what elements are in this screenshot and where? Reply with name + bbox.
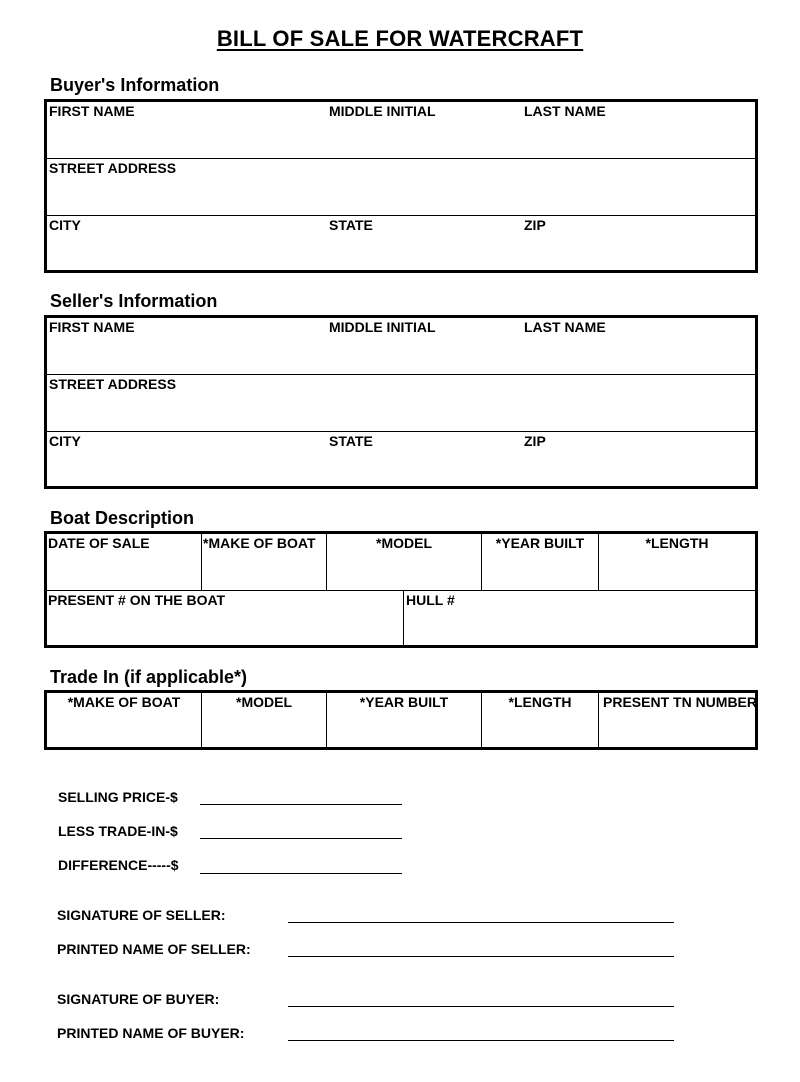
trade-in-year-built-field[interactable] [326, 693, 481, 747]
seller-street-row [47, 374, 755, 431]
seller-city-row [47, 431, 755, 488]
seller-name-row [47, 318, 755, 374]
trade-in-present-tn-label: PRESENT TN NUMBER [603, 694, 758, 710]
buyer-city-label: CITY [49, 217, 81, 233]
printed-name-seller-line[interactable] [288, 956, 674, 957]
signature-seller-label: SIGNATURE OF SELLER: [57, 907, 226, 923]
buyer-last-name-field[interactable] [522, 102, 755, 158]
trade-in-length-label: *LENGTH [508, 694, 572, 710]
difference-line[interactable] [200, 873, 402, 874]
seller-first-name-label: FIRST NAME [49, 319, 135, 335]
trade-in-model-label: *MODEL [236, 694, 292, 710]
seller-city-field[interactable] [47, 432, 327, 488]
trade-in-model-field[interactable] [201, 693, 326, 747]
buyer-info-box [44, 99, 758, 273]
buyer-first-name-label: FIRST NAME [49, 103, 135, 119]
seller-street-address-label: STREET ADDRESS [49, 376, 177, 392]
trade-in-make-label: *MAKE OF BOAT [67, 694, 181, 710]
seller-state-field[interactable] [327, 432, 522, 488]
buyer-street-address-field[interactable] [47, 159, 755, 215]
boat-year-built-field[interactable] [481, 534, 598, 590]
trade-in-box [44, 690, 758, 750]
trade-in-make-field[interactable] [47, 693, 201, 747]
boat-year-built-label: *YEAR BUILT [495, 535, 585, 551]
boat-section-heading: Boat Description [50, 508, 195, 528]
boat-length-label: *LENGTH [645, 535, 709, 551]
boat-description-box [44, 531, 758, 648]
boat-details-row [47, 534, 755, 590]
buyer-first-name-field[interactable] [47, 102, 327, 158]
date-of-sale-label: DATE OF SALE [48, 535, 150, 551]
buyer-section-heading: Buyer's Information [50, 75, 220, 95]
printed-name-buyer-label: PRINTED NAME OF BUYER: [57, 1025, 245, 1041]
signature-buyer-line[interactable] [288, 1006, 674, 1007]
buyer-zip-field[interactable] [522, 216, 755, 272]
seller-street-address-field[interactable] [47, 375, 755, 431]
trade-in-present-tn-field[interactable] [598, 693, 758, 747]
difference-label: DIFFERENCE-----$ [58, 857, 179, 873]
buyer-name-row [47, 102, 755, 158]
less-trade-in-label: LESS TRADE-IN-$ [58, 823, 178, 839]
seller-info-box [44, 315, 758, 489]
buyer-state-field[interactable] [327, 216, 522, 272]
seller-city-label: CITY [49, 433, 81, 449]
less-trade-in-line[interactable] [200, 838, 402, 839]
seller-last-name-label: LAST NAME [524, 319, 606, 335]
seller-zip-label: ZIP [524, 433, 546, 449]
trade-in-section-heading: Trade In (if applicable*) [50, 667, 248, 687]
buyer-street-address-label: STREET ADDRESS [49, 160, 177, 176]
boat-numbers-row [47, 590, 755, 647]
hull-number-field[interactable] [403, 591, 755, 647]
signature-seller-line[interactable] [288, 922, 674, 923]
boat-model-field[interactable] [326, 534, 481, 590]
hull-number-label: HULL # [406, 592, 455, 608]
boat-length-field[interactable] [598, 534, 755, 590]
buyer-city-field[interactable] [47, 216, 327, 272]
boat-make-label: *MAKE OF BOAT [203, 535, 316, 551]
seller-middle-initial-label: MIDDLE INITIAL [329, 319, 436, 335]
buyer-zip-label: ZIP [524, 217, 546, 233]
selling-price-label: SELLING PRICE-$ [58, 789, 178, 805]
boat-make-field[interactable] [201, 534, 326, 590]
present-number-label: PRESENT # ON THE BOAT [48, 592, 226, 608]
trade-in-year-built-label: *YEAR BUILT [359, 694, 449, 710]
buyer-middle-initial-field[interactable] [327, 102, 522, 158]
printed-name-buyer-line[interactable] [288, 1040, 674, 1041]
seller-section-heading: Seller's Information [50, 291, 218, 311]
boat-model-label: *MODEL [376, 535, 432, 551]
trade-in-row [47, 693, 758, 747]
seller-last-name-field[interactable] [522, 318, 755, 374]
page-title [0, 26, 800, 52]
trade-in-length-field[interactable] [481, 693, 598, 747]
buyer-state-label: STATE [329, 217, 373, 233]
present-number-field[interactable] [47, 591, 403, 647]
signature-buyer-label: SIGNATURE OF BUYER: [57, 991, 220, 1007]
buyer-city-row [47, 215, 755, 272]
seller-state-label: STATE [329, 433, 373, 449]
selling-price-line[interactable] [200, 804, 402, 805]
seller-first-name-field[interactable] [47, 318, 327, 374]
seller-zip-field[interactable] [522, 432, 755, 488]
date-of-sale-field[interactable] [47, 534, 201, 590]
buyer-last-name-label: LAST NAME [524, 103, 606, 119]
buyer-middle-initial-label: MIDDLE INITIAL [329, 103, 436, 119]
buyer-street-row [47, 158, 755, 215]
page-title-text: BILL OF SALE FOR WATERCRAFT [216, 26, 584, 51]
printed-name-seller-label: PRINTED NAME OF SELLER: [57, 941, 251, 957]
seller-middle-initial-field[interactable] [327, 318, 522, 374]
